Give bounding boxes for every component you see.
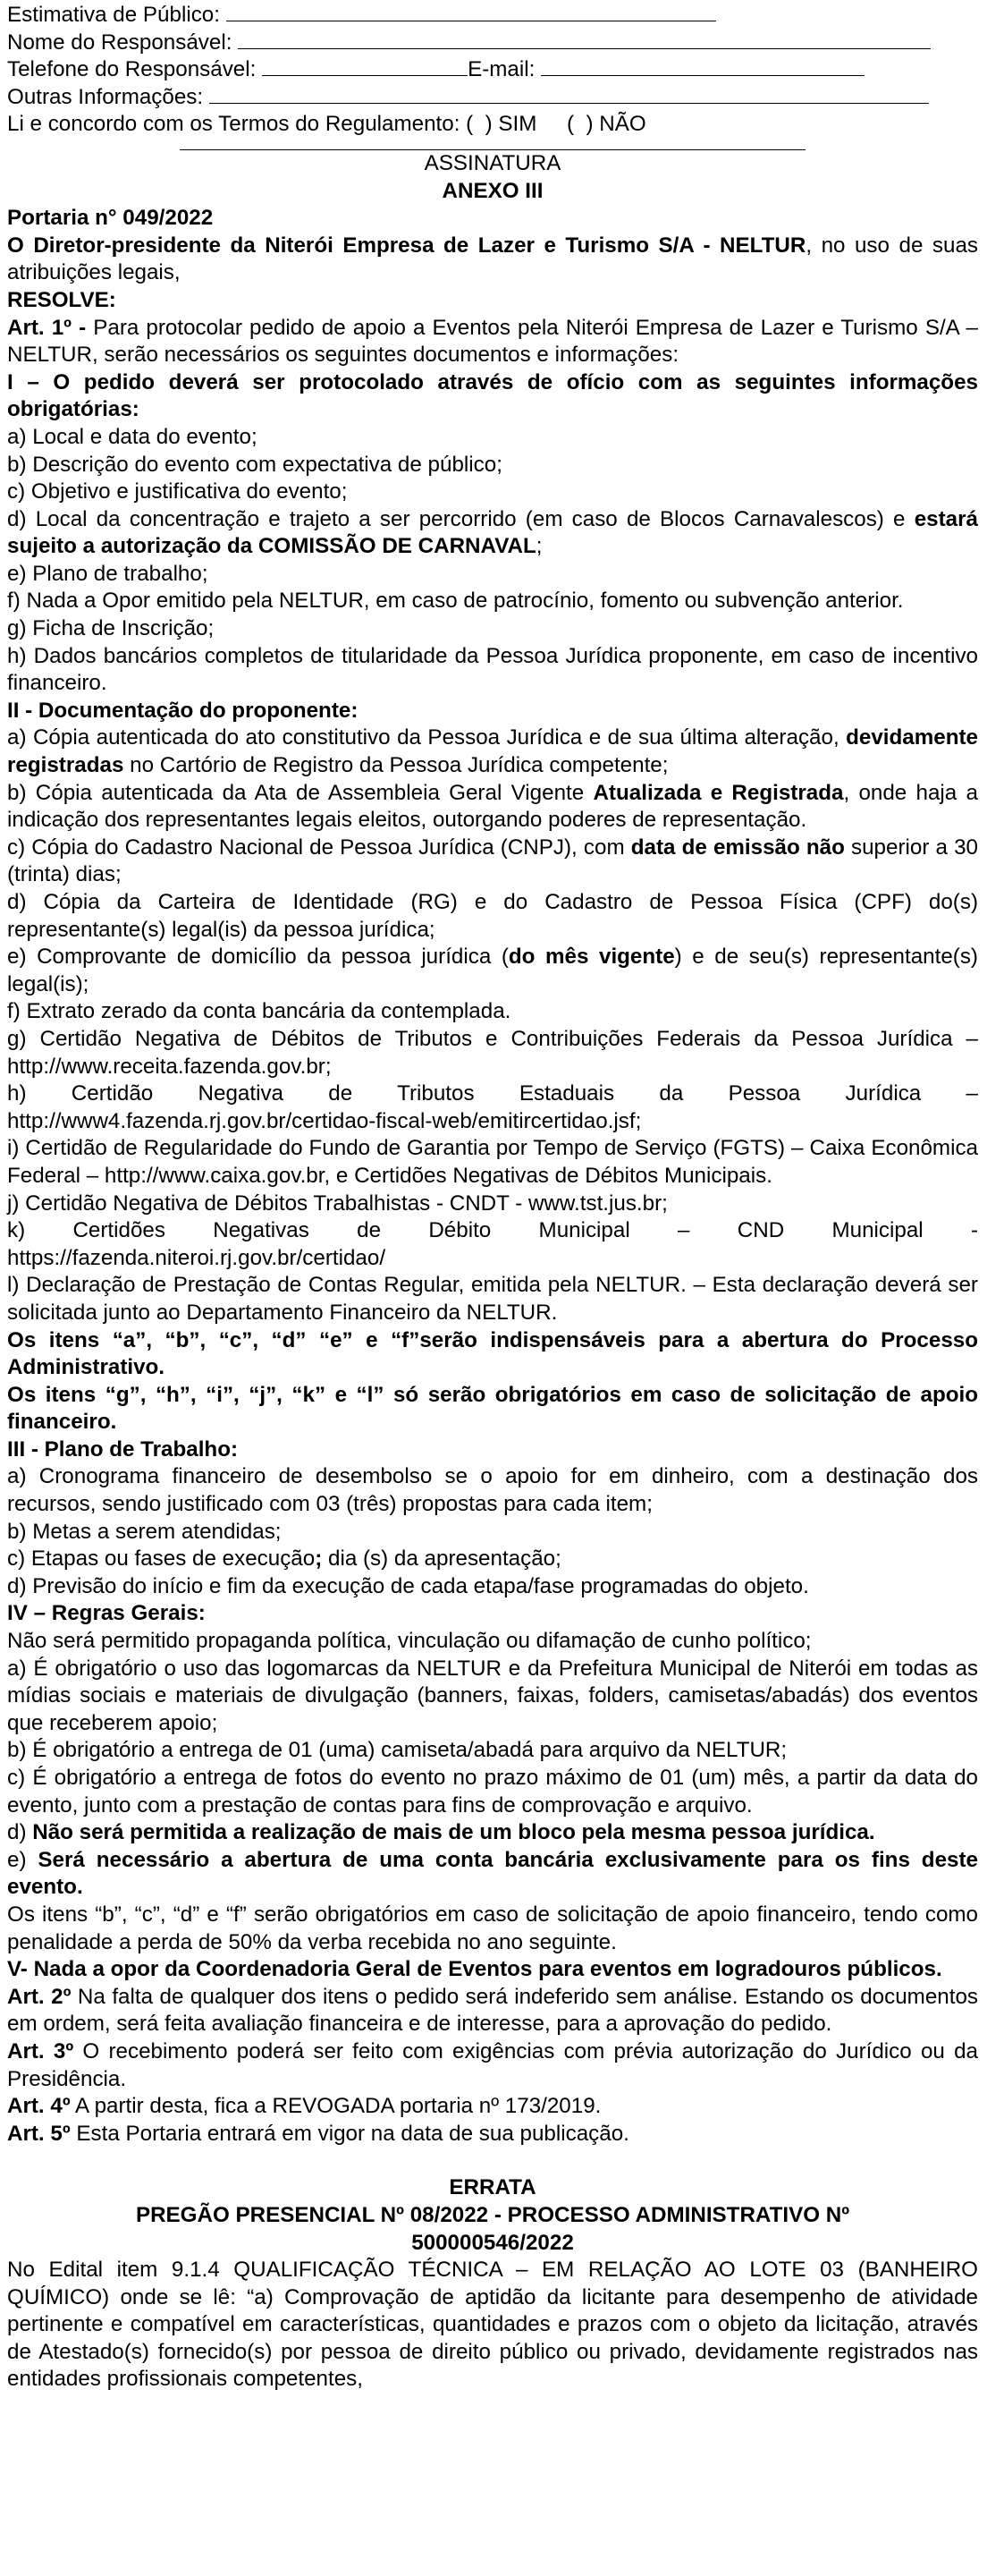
sec3-item-c (7, 1546, 978, 1573)
sec3-title: III - Plano de Trabalho: (7, 1436, 239, 1462)
sec4-item-e-bold: Será necessário a abertura de uma conta bancária exclusivamente para os fins deste evento. (7, 1847, 978, 1900)
termos-line: Li e concordo com os Termos do Regulamento: ( ) SIM ( ) NÃO (7, 112, 646, 137)
estimativa-label: Estimativa de Público: (7, 3, 220, 27)
sec1-title: I – O pedido deverá ser protocolado através de ofício com as seguintes informações obrigatórias: (7, 369, 978, 422)
sec1-item-f: f) Nada a Opor emitido pela NELTUR, em caso de patrocínio, fomento ou subvenção anterior. (7, 589, 904, 614)
sec2-item-e (7, 944, 978, 998)
art1-text: Para protocolar pedido de apoio a Eventos pela Niterói Empresa de Lazer e Turismo S/A – NELTUR, serão necessários os seguintes documentos e informações: (7, 315, 978, 368)
sec1-item-d-text: d) Local da concentração e trajeto a ser percorrido (em caso de Blocos Carnavalescos) e (7, 506, 915, 531)
art2-text: Na falta de qualquer dos itens o pedido será indeferido sem análise. Estando os documentos em ordem, será feita avaliação financeira e de interesse, para a aprovação do pedido. (7, 1984, 978, 2037)
itens-obrigatorios: Os itens “g”, “h”, “i”, “j”, “k” e “l” só serão obrigatórios em caso de solicitação de apoio financeiro. (7, 1382, 978, 1435)
art3-text: O recebimento poderá ser feito com exigências com prévia autorização do Jurídico ou da Presidência. (7, 2038, 978, 2091)
resolve-heading: RESOLVE: (7, 287, 116, 312)
art5-label: Art. 5º (7, 2121, 71, 2146)
portaria-number: Portaria n° 049/2022 (7, 206, 214, 231)
sec2-item-l: l) Declaração de Prestação de Contas Regular, emitida pela NELTUR. – Esta declaração deverá ser solicitada junto ao Departamento Financeiro da NELTUR. (7, 1273, 978, 1325)
telefone-label: Telefone do Responsável: (7, 57, 257, 82)
sec1-item-c: c) Objetivo e justificativa do evento; (7, 479, 348, 504)
nome-line (7, 30, 978, 57)
sec1-item-g: g) Ficha de Inscrição; (7, 616, 215, 641)
sec4-item-e (7, 1847, 978, 1902)
art2-paragraph (7, 1984, 978, 2038)
sec1-item-e: e) Plano de trabalho; (7, 561, 208, 586)
sec2-item-a-end: no Cartório de Registro da Pessoa Jurídica competente; (123, 753, 669, 778)
intro-paragraph (7, 233, 978, 287)
estimativa-line (7, 2, 978, 30)
sec4-observation: Os itens “b”, “c”, “d” e “f” serão obrigatórios em caso de solicitação de apoio financeiro, tendo como penalidade a perda de 50% da verba recebida no ano seguinte. (7, 1902, 978, 1954)
sec2-item-b-bold: Atualizada e Registrada (593, 780, 844, 805)
art1-paragraph (7, 315, 978, 369)
sec2-item-a (7, 724, 978, 779)
sec2-item-b-text: b) Cópia autenticada da Ata de Assembleia Geral Vigente (7, 780, 594, 805)
art4-text: A partir desta, fica a REVOGADA portaria nº 173/2019. (70, 2094, 602, 2119)
sec2-item-c-end: superior a 30 (trinta) dias; (7, 835, 979, 887)
sec3-item-b: b) Metas a serem atendidas; (7, 1519, 282, 1544)
errata-subtitle: PREGÃO PRESENCIAL Nº 08/2022 - PROCESSO ADMINISTRATIVO Nº 500000546/2022 (135, 2202, 850, 2255)
sec4-item-c: c) É obrigatório a entrega de fotos do evento no prazo máximo de 01 (um) mês, a partir da data do evento, junto com a prestação de contas para fins de comprovação e arquivo. (7, 1766, 978, 1818)
sec1-item-d-end: ; (536, 534, 543, 559)
sec3-item-c-text: c) Etapas ou fases de execução (7, 1546, 316, 1572)
sec1-item-d-bold: estará sujeito a autorização da COMISSÃO DE CARNAVAL (7, 506, 978, 559)
sec2-item-e-end: ) e de seu(s) representante(s) legal(is); (7, 945, 978, 996)
art2-label: Art. 2º (7, 1984, 72, 2009)
errata-title: ERRATA (449, 2175, 536, 2200)
sec4-item-d-bold: Não será permitida a realização de mais de um bloco pela mesma pessoa jurídica. (32, 1820, 875, 1845)
sec2-title: II - Documentação do proponente: (7, 698, 359, 723)
sec2-item-h: h) Certidão Negativa de Tributos Estaduais da Pessoa Jurídica – http://www4.fazenda.rj.gov.br/certidao-fiscal-web/emitircertidao.jsf; (7, 1081, 978, 1133)
sec3-item-c-end: dia (s) da apresentação; (322, 1546, 561, 1572)
outras-line (7, 84, 978, 112)
sec1-item-a: a) Local e data do evento; (7, 424, 257, 449)
sec1-item-b: b) Descrição do evento com expectativa de público; (7, 452, 502, 477)
sec3-item-d: d) Previsão do início e fim da execução de cada etapa/fase programadas do objeto. (7, 1573, 809, 1598)
outras-label: Outras Informações: (7, 84, 204, 109)
sec5-title: V- Nada a opor da Coordenadoria Geral de Eventos para eventos em logradouros públicos. (7, 1957, 942, 1982)
sec2-item-b-end: , onde haja a indicação dos representantes legais eleitos, outorgando poderes de representação. (7, 780, 978, 833)
sec4-intro: Não será permitido propaganda política, vinculação ou difamação de cunho político; (7, 1629, 812, 1654)
sec4-item-d (7, 1819, 978, 1847)
sec2-item-j: j) Certidão Negativa de Débitos Trabalhistas - CNDT - www.tst.jus.br; (7, 1191, 668, 1216)
sec2-item-c-bold: data de emissão não (630, 835, 845, 860)
sec1-item-h: h) Dados bancários completos de titularidade da Pessoa Jurídica proponente, em caso de incentivo financeiro. (7, 643, 978, 696)
sec4-title: IV – Regras Gerais: (7, 1601, 206, 1626)
sec2-item-g: g) Certidão Negativa de Débitos de Tributos e Contribuições Federais da Pessoa Jurídica – http://www.receita.fazenda.gov.br; (7, 1026, 978, 1079)
sec4-item-e-prefix: e) (7, 1847, 38, 1872)
sec2-item-i: i) Certidão de Regularidade do Fundo de Garantia por Tempo de Serviço (FGTS) – Caixa Econômica Federal – http://www.caixa.gov.br, e Certidões Negativas de Débitos Municipais. (7, 1136, 978, 1188)
art5-text: Esta Portaria entrará em vigor na data de sua publicação. (70, 2121, 629, 2146)
art3-paragraph (7, 2038, 978, 2093)
outras-blank (209, 85, 929, 104)
sec2-item-a-text: a) Cópia autenticada do ato constitutivo da Pessoa Jurídica e de sua última alteração, (7, 725, 847, 750)
sec2-item-e-bold: do mês vigente (508, 945, 675, 970)
errata-text: No Edital item 9.1.4 QUALIFICAÇÃO TÉCNICA – EM RELAÇÃO AO LOTE 03 (BANHEIRO QUÍMICO) onde se lê: “a) Comprovação de aptidão da licitante para desempenho de atividade pertinente e compatível em características, quantidades e prazos com o objeto da licitação, através de Atestado(s) fornecido(s) por pessoa de direito público ou privado, devidamente registrados nas entidades profissionais competentes, (7, 2258, 978, 2392)
sec4-item-b: b) É obrigatório a entrega de 01 (uma) camiseta/abadá para arquivo da NELTUR; (7, 1738, 788, 1763)
art1-label: Art. 1º - (7, 315, 87, 340)
sec4-item-a: a) É obrigatório o uso das logomarcas da NELTUR e da Prefeitura Municipal de Niterói em todas as mídias sociais e materiais de divulgação (banners, faixas, folders, camisetas/abadás) dos eventos que receberem apoio; (7, 1656, 978, 1735)
sec3-item-a: a) Cronograma financeiro de desembolso se o apoio for em dinheiro, com a destinação dos recursos, sendo justificado com 03 (três) propostas para cada item; (7, 1464, 978, 1517)
sec2-item-k: k) Certidões Negativas de Débito Municipal – CND Municipal - https://fazenda.niteroi.rj.gov.br/certidao/ (7, 1218, 978, 1270)
estimativa-blank (226, 3, 716, 21)
anexo-title: ANEXO III (442, 178, 544, 203)
sec2-item-e-text: e) Comprovante de domicílio da pessoa jurídica ( (7, 945, 509, 970)
sec2-item-a-bold: devidamente registradas (7, 725, 978, 778)
nome-blank (238, 30, 931, 49)
sec2-item-c (7, 835, 978, 889)
sec4-item-d-prefix: d) (7, 1820, 33, 1845)
intro-rest: , no uso de suas atribuições legais, (7, 233, 978, 285)
sec2-item-c-text: c) Cópia do Cadastro Nacional de Pessoa Jurídica (CNPJ), com (7, 835, 631, 860)
art4-label: Art. 4º (7, 2094, 71, 2119)
art4-paragraph (7, 2093, 978, 2121)
nome-label: Nome do Responsável: (7, 30, 232, 55)
email-label: E-mail: (468, 57, 536, 82)
art3-label: Art. 3º (7, 2038, 74, 2063)
telefone-line (7, 56, 978, 84)
sec3-item-c-bold: ; (315, 1546, 323, 1572)
sec2-item-d: d) Cópia da Carteira de Identidade (RG) e do Cadastro de Pessoa Física (CPF) do(s) representante(s) legal(is) da pessoa jurídica; (7, 890, 978, 942)
telefone-blank (262, 57, 468, 76)
sec2-item-f: f) Extrato zerado da conta bancária da contemplada. (7, 999, 511, 1024)
email-blank (541, 57, 865, 76)
sec1-item-d (7, 506, 978, 561)
itens-indispensaveis: Os itens “a”, “b”, “c”, “d” “e” e “f”serão indispensáveis para a abertura do Processo Administrativo. (7, 1327, 978, 1380)
assinatura-label: ASSINATURA (424, 150, 561, 175)
sec2-item-b (7, 780, 978, 835)
art5-paragraph (7, 2121, 978, 2148)
intro-bold: O Diretor-presidente da Niterói Empresa de Lazer e Turismo S/A - NELTUR (7, 233, 806, 258)
